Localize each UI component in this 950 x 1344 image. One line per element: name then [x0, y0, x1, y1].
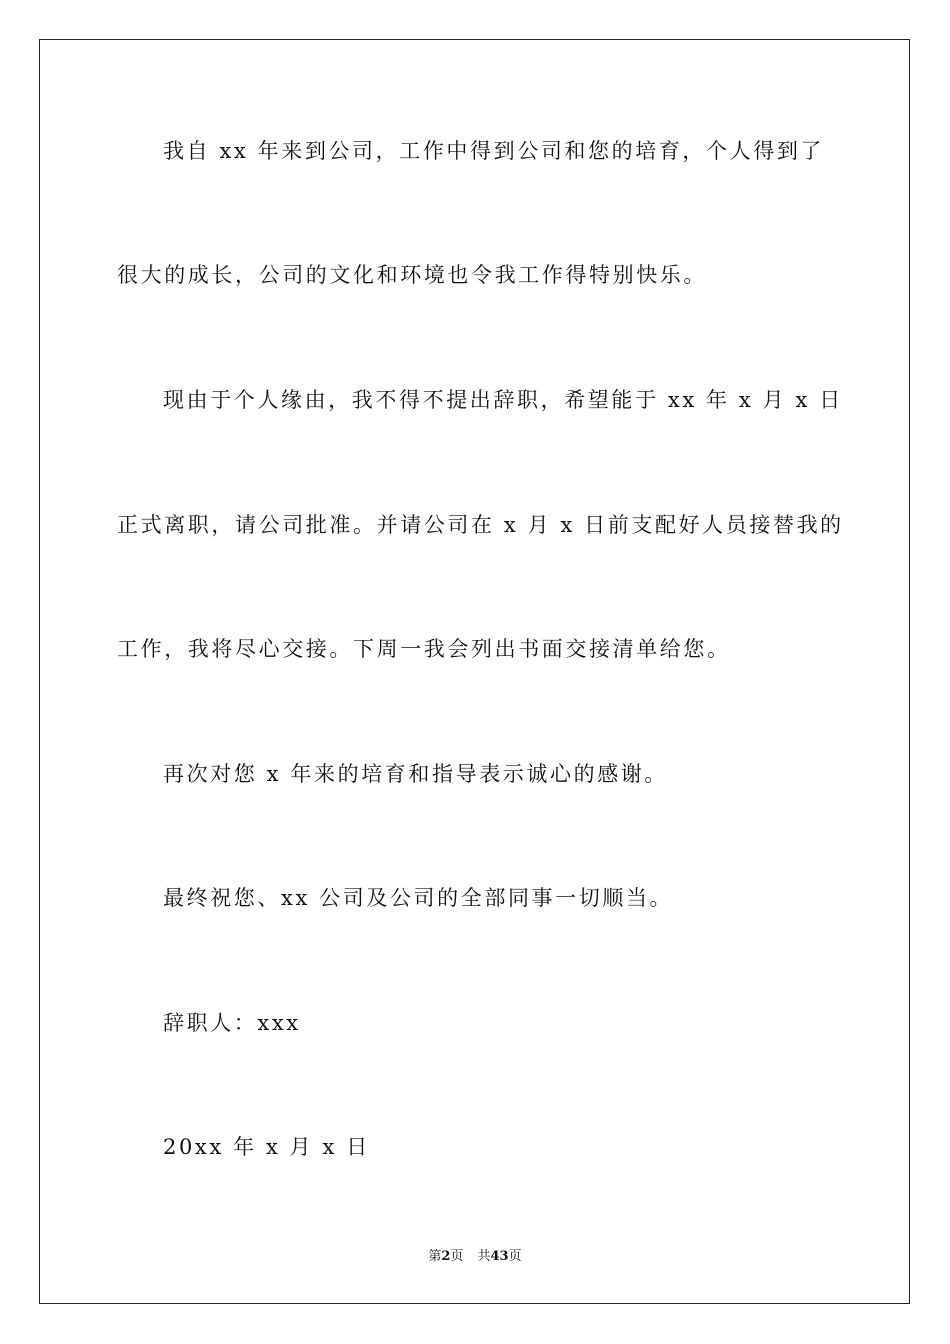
- total-suffix: 页: [508, 1249, 522, 1264]
- page-footer: [0, 1248, 950, 1266]
- page-suffix: 页: [450, 1249, 464, 1264]
- total-prefix: 共: [477, 1249, 491, 1264]
- page-border: [39, 39, 910, 1304]
- paragraph-line-6: 再次对您 x 年来的培育和指导表示诚心的感谢。: [163, 762, 668, 786]
- page-prefix: 第: [428, 1249, 442, 1264]
- paragraph-line-1: 我自 xx 年来到公司，工作中得到公司和您的培育，个人得到了: [163, 139, 825, 163]
- paragraph-line-2: 很大的成长，公司的文化和环境也令我工作得特别快乐。: [117, 263, 707, 287]
- paragraph-line-4: 正式离职，请公司批准。并请公司在 x 月 x 日前支配好人员接替我的: [117, 513, 844, 537]
- paragraph-line-5: 工作，我将尽心交接。下周一我会列出书面交接清单给您。: [117, 637, 731, 661]
- page-number: 2: [441, 1249, 451, 1264]
- signature-line: 辞职人：xxx: [163, 1011, 301, 1035]
- closing-wishes-line: 最终祝您、xx 公司及公司的全部同事一切顺当。: [163, 886, 674, 910]
- date-line: 20xx 年 x 月 x 日: [163, 1135, 370, 1159]
- total-pages: 43: [490, 1249, 509, 1264]
- paragraph-line-3: 现由于个人缘由，我不得不提出辞职，希望能于 xx 年 x 月 x 日: [163, 388, 843, 412]
